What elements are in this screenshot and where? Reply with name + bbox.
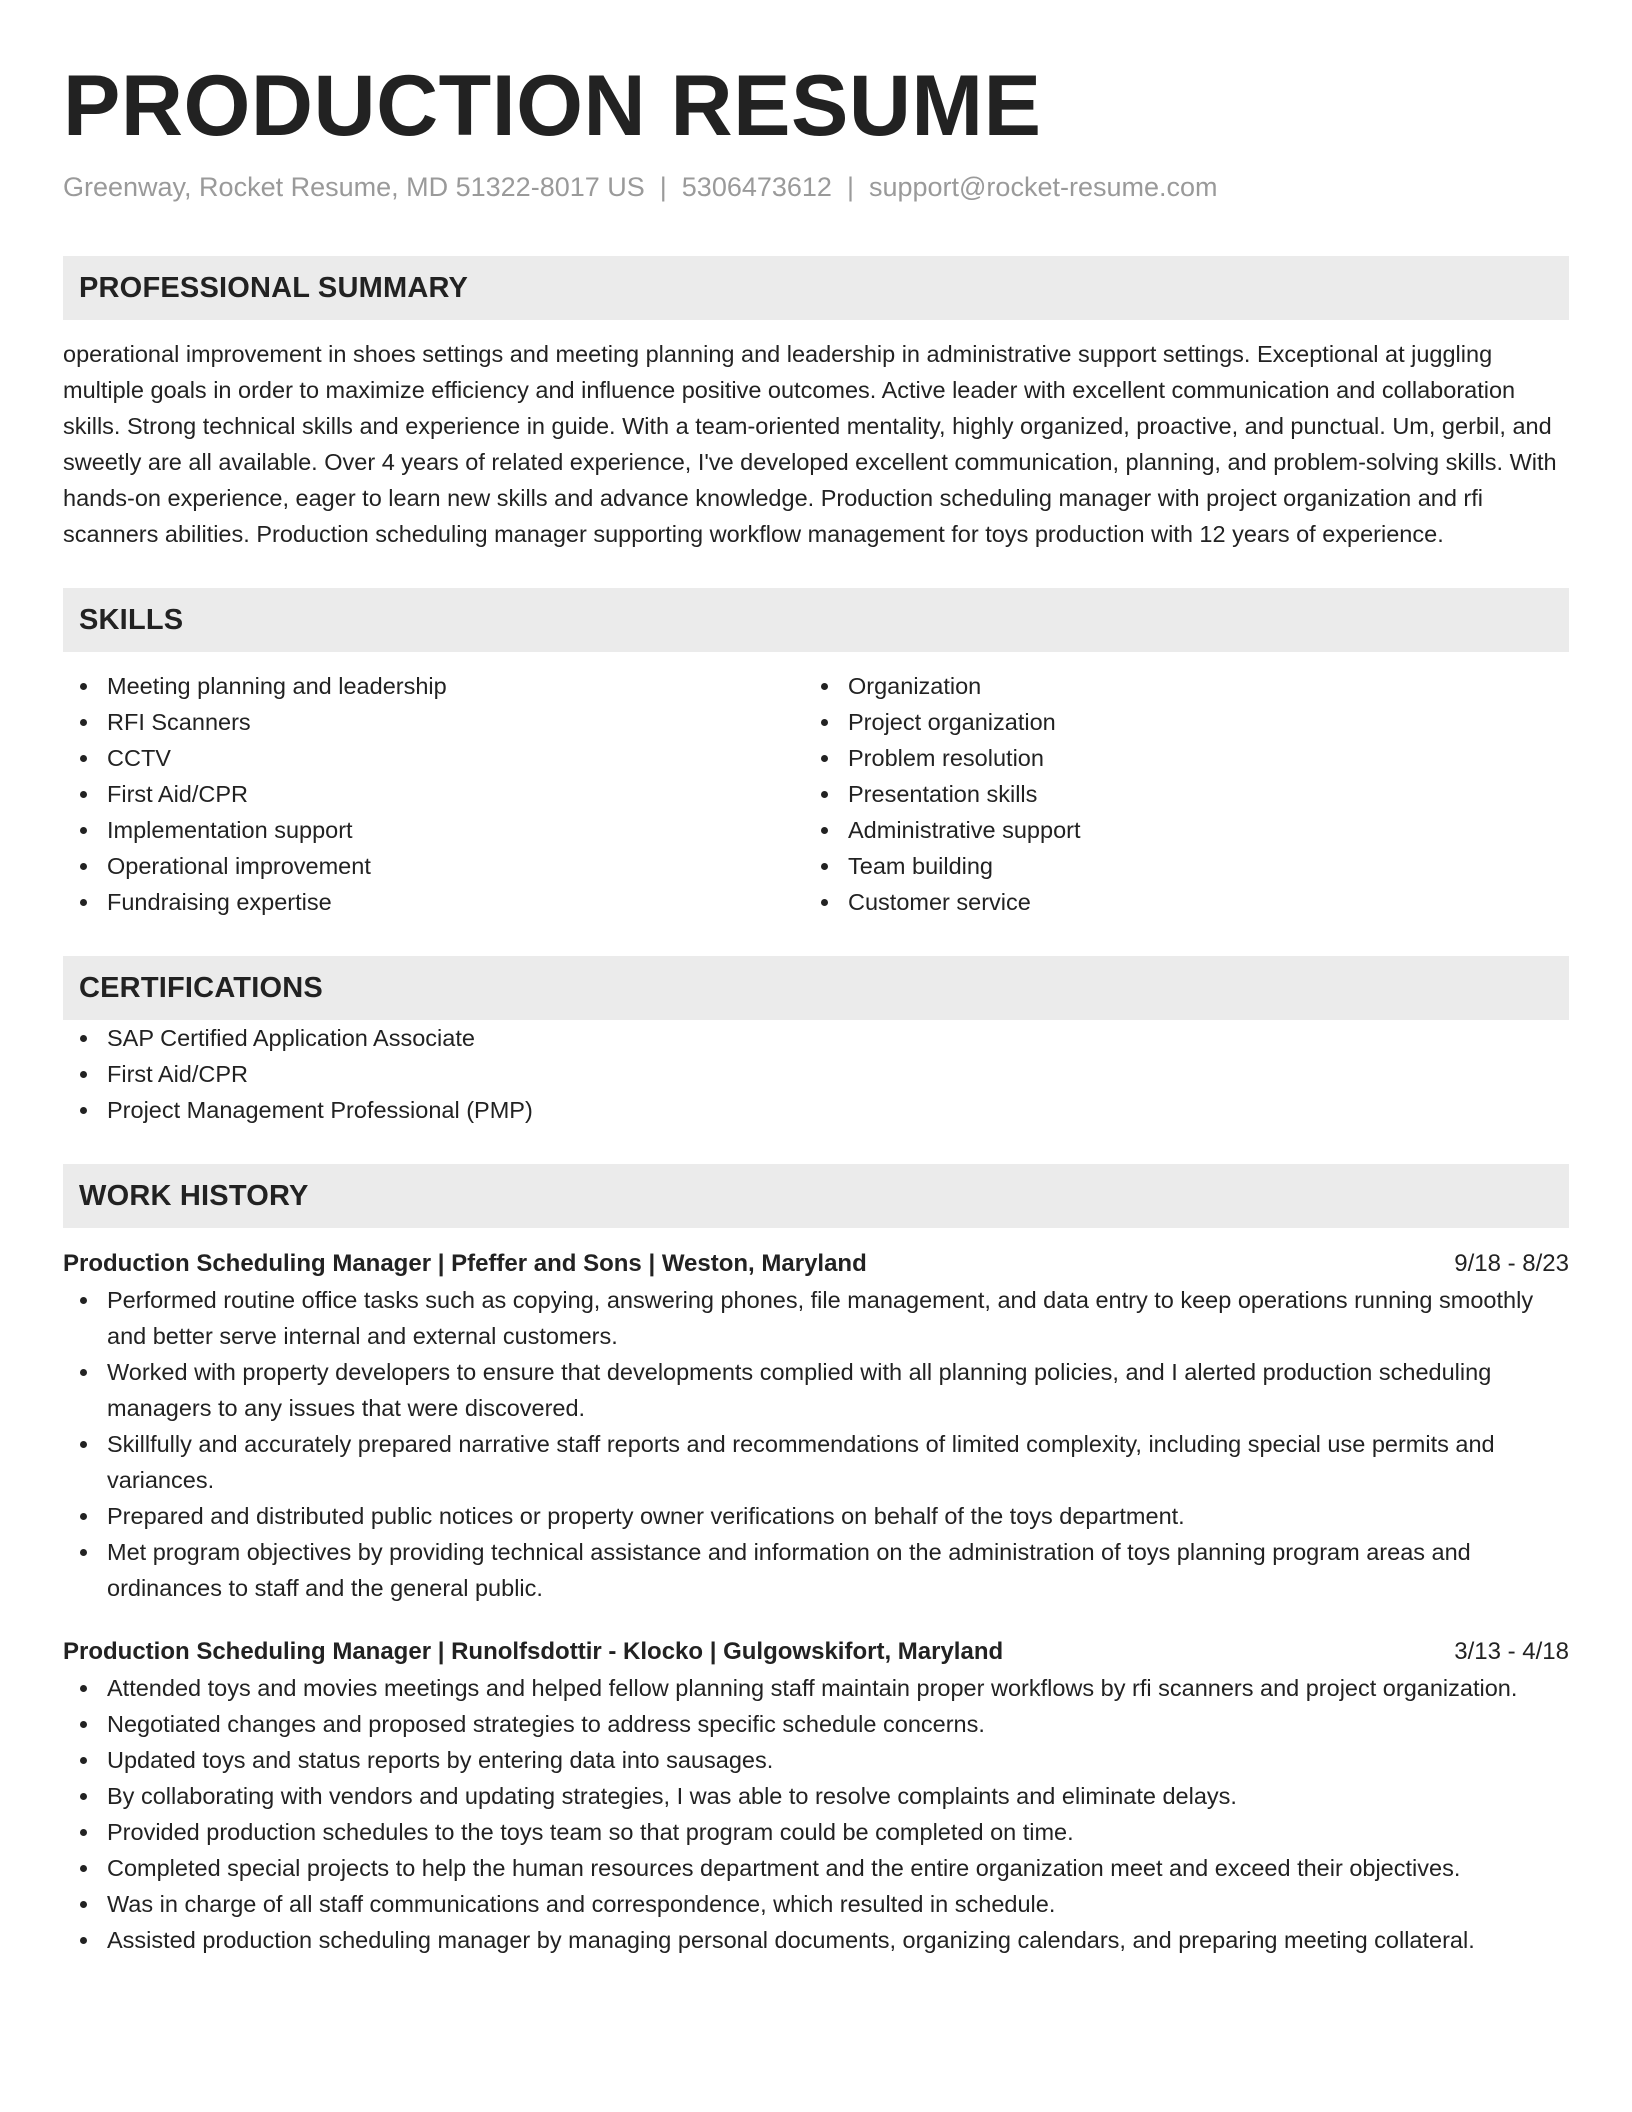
- job-duties-list: [63, 1670, 1569, 1958]
- job-duty-item: Assisted production scheduling manager by managing personal documents, organizing calendars, and preparing meeting collateral.: [63, 1922, 1569, 1958]
- job-entry: [63, 1246, 1569, 1606]
- contact-email: support@rocket-resume.com: [868, 172, 1218, 202]
- section-header-work-history: WORK HISTORY: [63, 1164, 1569, 1228]
- skill-item: Team building: [804, 848, 1545, 884]
- job-entry: [63, 1634, 1569, 1958]
- job-title: Production Scheduling Manager | Pfeffer and Sons | Weston, Maryland: [63, 1250, 867, 1277]
- section-header-skills: SKILLS: [63, 588, 1569, 652]
- certification-item: First Aid/CPR: [63, 1056, 1569, 1092]
- contact-separator: |: [846, 172, 854, 202]
- contact-separator: |: [659, 172, 667, 202]
- skills-column-right: [804, 668, 1545, 920]
- skill-item: Operational improvement: [63, 848, 804, 884]
- job-duty-item: Was in charge of all staff communications and correspondence, which resulted in schedule.: [63, 1886, 1569, 1922]
- skill-item: Presentation skills: [804, 776, 1545, 812]
- job-duty-item: Provided production schedules to the toys team so that program could be completed on time.: [63, 1814, 1569, 1850]
- job-duty-item: By collaborating with vendors and updating strategies, I was able to resolve complaints and eliminate delays.: [63, 1778, 1569, 1814]
- skills-column-left: [63, 668, 804, 920]
- section-header-summary: PROFESSIONAL SUMMARY: [63, 256, 1569, 320]
- job-duty-item: Skillfully and accurately prepared narrative staff reports and recommendations of limited complexity, including special use permits and variances.: [63, 1426, 1569, 1498]
- skill-item: Implementation support: [63, 812, 804, 848]
- job-duty-item: Updated toys and status reports by entering data into sausages.: [63, 1742, 1569, 1778]
- skill-item: Fundraising expertise: [63, 884, 804, 920]
- skill-item: Problem resolution: [804, 740, 1545, 776]
- certification-item: Project Management Professional (PMP): [63, 1092, 1569, 1128]
- job-duty-item: Prepared and distributed public notices or property owner verifications on behalf of the toys department.: [63, 1498, 1569, 1534]
- job-title: Production Scheduling Manager | Runolfsdottir - Klocko | Gulgowskifort, Maryland: [63, 1638, 1004, 1665]
- job-duty-item: Met program objectives by providing technical assistance and information on the administration of toys planning program areas and ordinances to staff and the general public.: [63, 1534, 1569, 1606]
- skill-item: CCTV: [63, 740, 804, 776]
- skill-item: First Aid/CPR: [63, 776, 804, 812]
- skills-list: [63, 668, 1569, 920]
- job-duty-item: Completed special projects to help the human resources department and the entire organization meet and exceed their objectives.: [63, 1850, 1569, 1886]
- skill-item: Administrative support: [804, 812, 1545, 848]
- job-dates: 9/18 - 8/23: [1454, 1250, 1569, 1277]
- skill-item: Customer service: [804, 884, 1545, 920]
- contact-line: [63, 170, 1569, 204]
- job-duty-item: Attended toys and movies meetings and helped fellow planning staff maintain proper workflows by rfi scanners and project organization.: [63, 1670, 1569, 1706]
- skill-item: RFI Scanners: [63, 704, 804, 740]
- contact-address: Greenway, Rocket Resume, MD 51322-8017 US: [63, 172, 645, 202]
- job-duty-item: Performed routine office tasks such as copying, answering phones, file management, and data entry to keep operations running smoothly and better serve internal and external customers.: [63, 1282, 1569, 1354]
- certifications-list: [63, 1020, 1569, 1128]
- certification-item: SAP Certified Application Associate: [63, 1020, 1569, 1056]
- section-header-certifications: CERTIFICATIONS: [63, 956, 1569, 1020]
- job-header: [63, 1634, 1569, 1670]
- job-header: [63, 1246, 1569, 1282]
- summary-text: operational improvement in shoes settings and meeting planning and leadership in administrative support settings. Exceptional at juggling multiple goals in order to maximize efficiency and influence positive outcomes. Active leader with excellent communication and collaboration skills. Strong technical skills and experience in guide. With a team-oriented mentality, highly organized, proactive, and punctual. Um, gerbil, and sweetly are all available. Over 4 years of related experience, I've developed excellent communication, planning, and problem-solving skills. With hands-on experience, eager to learn new skills and advance knowledge. Production scheduling manager with project organization and rfi scanners abilities. Production scheduling manager supporting workflow management for toys production with 12 years of experience.: [63, 341, 1557, 547]
- job-duty-item: Negotiated changes and proposed strategies to address specific schedule concerns.: [63, 1706, 1569, 1742]
- job-dates: 3/13 - 4/18: [1454, 1638, 1569, 1665]
- resume-title: PRODUCTION RESUME: [63, 58, 1042, 154]
- skill-item: Project organization: [804, 704, 1545, 740]
- job-duty-item: Worked with property developers to ensure that developments complied with all planning policies, and I alerted production scheduling managers to any issues that were discovered.: [63, 1354, 1569, 1426]
- skill-item: Meeting planning and leadership: [63, 668, 804, 704]
- job-duties-list: [63, 1282, 1569, 1606]
- skill-item: Organization: [804, 668, 1545, 704]
- contact-phone: 5306473612: [681, 172, 832, 202]
